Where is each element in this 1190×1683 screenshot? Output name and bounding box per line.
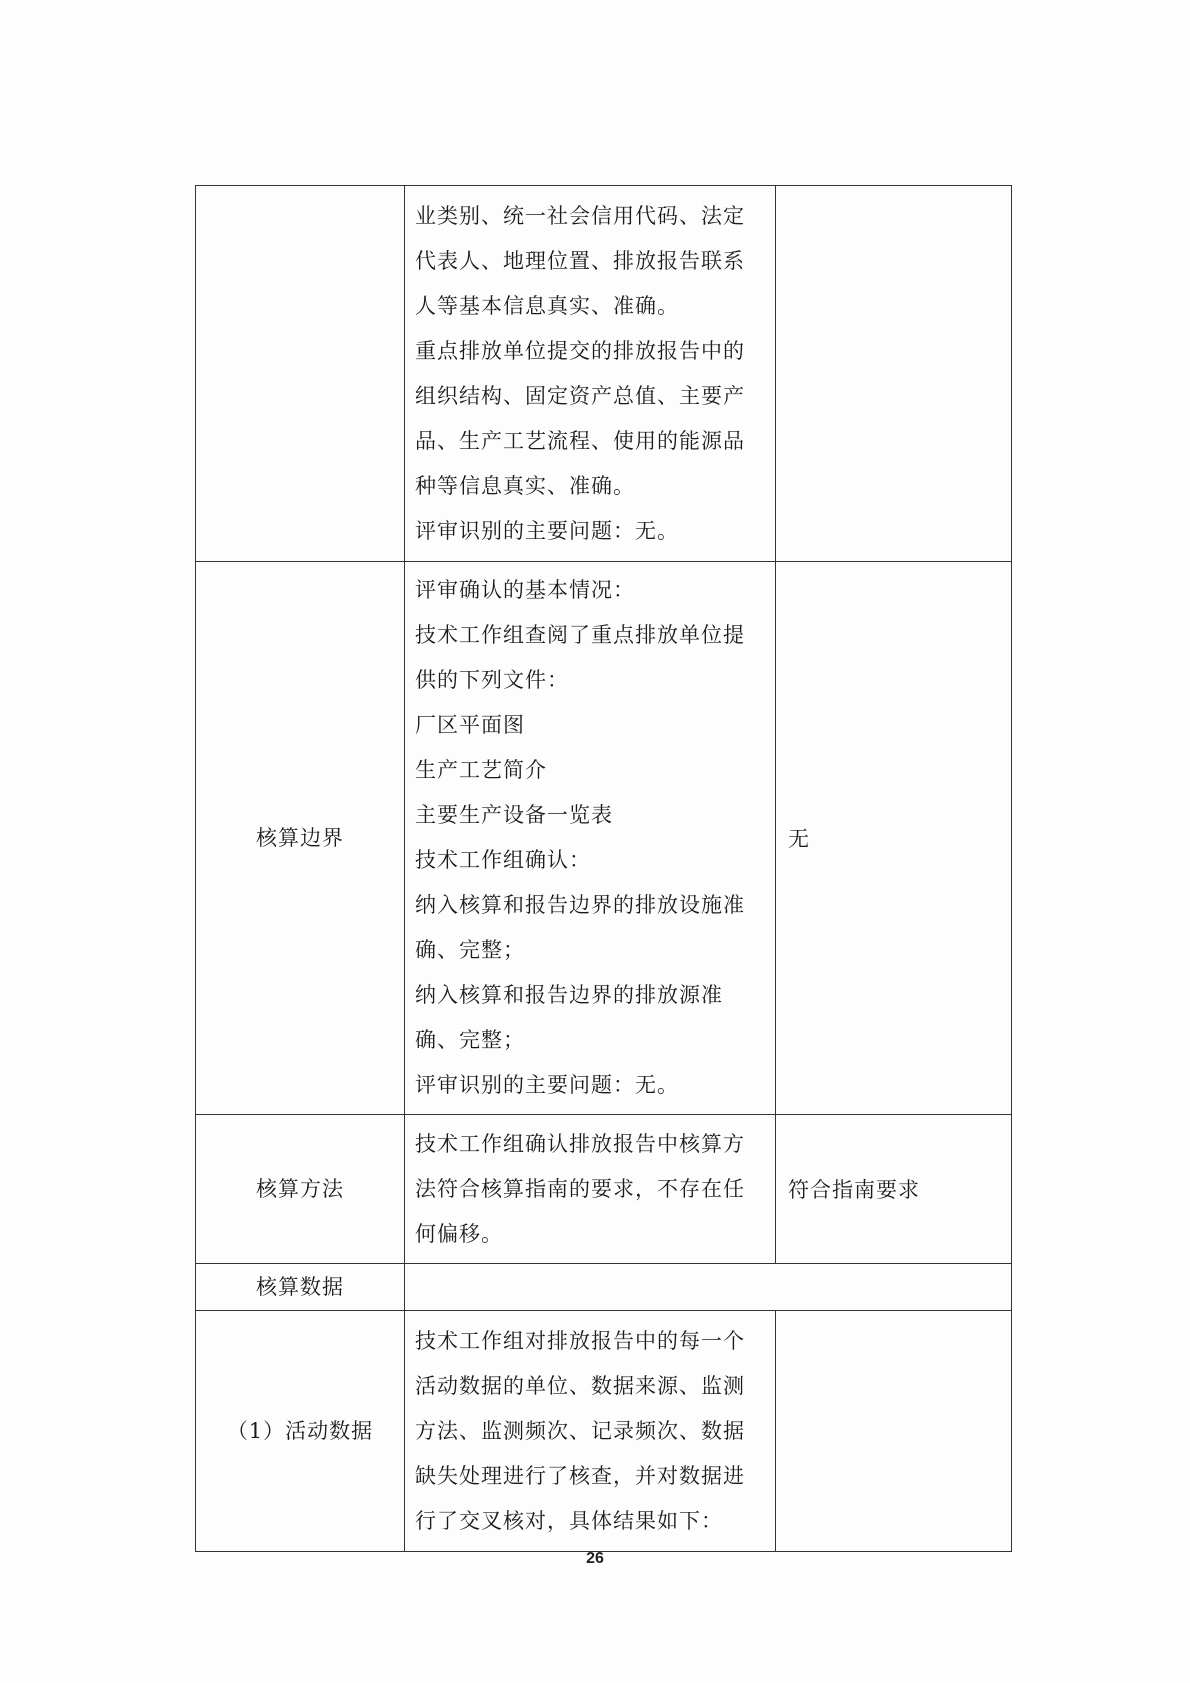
- content-line: 缺失处理进行了核查，并对数据进: [415, 1463, 745, 1488]
- row-result: [776, 186, 1012, 562]
- row-result: [776, 1311, 1012, 1552]
- content-line: 纳入核算和报告边界的排放源准: [415, 983, 723, 1007]
- content-line: 组织结构、固定资产总值、主要产: [415, 383, 745, 408]
- content-line: 行了交叉核对，具体结果如下：: [415, 1508, 723, 1533]
- table-row-accounting-data: [196, 1264, 1012, 1311]
- content-line: 评审识别的主要问题：无。: [415, 518, 679, 543]
- row-result: 无: [776, 562, 1012, 1115]
- table-row-accounting-boundary: [196, 562, 1012, 1115]
- content-line: 人等基本信息真实、准确。: [415, 293, 679, 318]
- content-line: 生产工艺简介: [415, 758, 547, 782]
- content-line: 业类别、统一社会信用代码、法定: [415, 203, 745, 228]
- content-line: 纳入核算和报告边界的排放设施准: [415, 893, 745, 917]
- row-content: [405, 562, 776, 1115]
- table-row-accounting-method: [196, 1115, 1012, 1264]
- review-table: [195, 185, 1012, 1552]
- table-row-basic-info: [196, 186, 1012, 562]
- content-line: 技术工作组确认排放报告中核算方: [415, 1131, 745, 1156]
- row-content: [405, 186, 776, 562]
- content-line: 技术工作组查阅了重点排放单位提: [415, 623, 745, 647]
- content-line: 法符合核算指南的要求，不存在任: [415, 1176, 745, 1201]
- row-label: 核算方法: [196, 1115, 405, 1264]
- content-line: 技术工作组对排放报告中的每一个: [415, 1328, 745, 1353]
- content-line: 评审确认的基本情况：: [415, 578, 635, 602]
- content-line: 厂区平面图: [415, 713, 525, 737]
- row-label: [196, 186, 405, 562]
- content-line: 方法、监测频次、记录频次、数据: [415, 1418, 745, 1443]
- content-line: 主要生产设备一览表: [415, 803, 613, 827]
- page-number: 26: [586, 1550, 604, 1567]
- content-line: 种等信息真实、准确。: [415, 473, 635, 498]
- row-content: [405, 1115, 776, 1264]
- row-content-merged: [405, 1264, 1012, 1311]
- content-line: 代表人、地理位置、排放报告联系: [415, 248, 745, 273]
- row-result: 符合指南要求: [776, 1115, 1012, 1264]
- row-content: [405, 1311, 776, 1552]
- content-line: 活动数据的单位、数据来源、监测: [415, 1373, 745, 1398]
- row-label: （1）活动数据: [196, 1311, 405, 1552]
- content-line: 供的下列文件：: [415, 668, 569, 692]
- content-line: 评审识别的主要问题：无。: [415, 1073, 679, 1097]
- table-row-activity-data: [196, 1311, 1012, 1552]
- content-line: 品、生产工艺流程、使用的能源品: [415, 428, 745, 453]
- content-line: 确、完整；: [415, 938, 525, 962]
- content-line: 技术工作组确认：: [415, 848, 591, 872]
- content-line: 重点排放单位提交的排放报告中的: [415, 338, 745, 363]
- row-label: 核算数据: [196, 1264, 405, 1311]
- row-label: 核算边界: [196, 562, 405, 1115]
- content-line: 何偏移。: [415, 1221, 503, 1246]
- content-line: 确、完整；: [415, 1028, 525, 1052]
